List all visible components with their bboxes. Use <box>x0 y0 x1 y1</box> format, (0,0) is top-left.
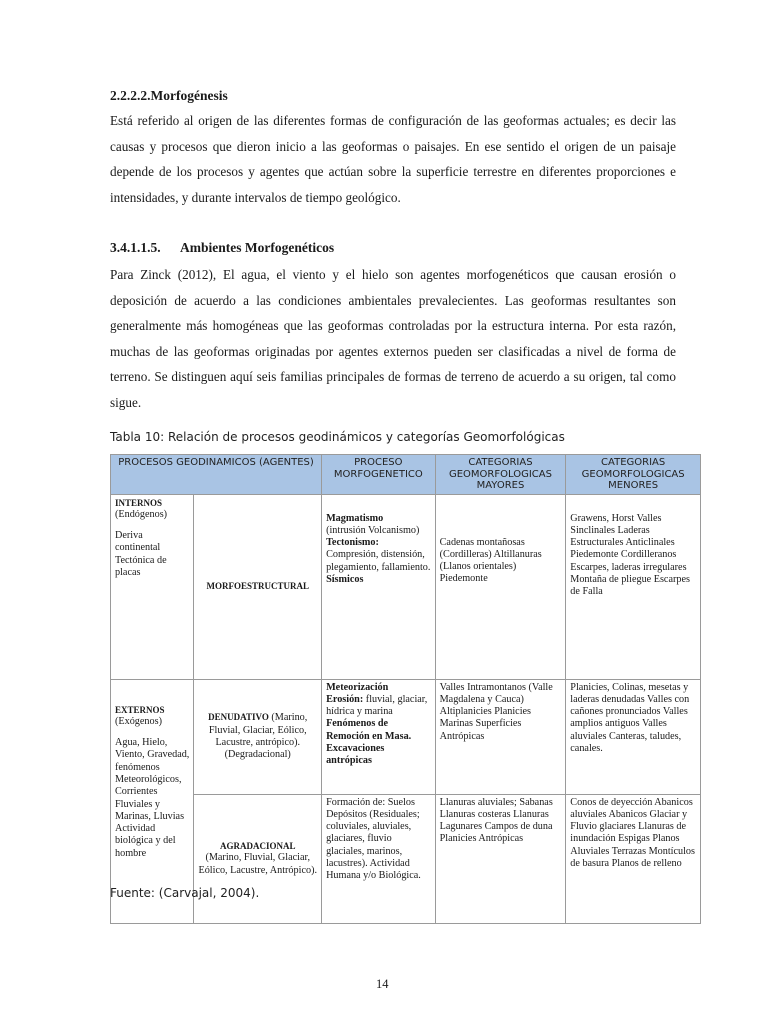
agradacional-detail: (Marino, Fluvial, Glaciar, Eólico, Lacustre, Antrópico). <box>198 852 318 876</box>
paragraph-morfogenesis: Está referido al origen de las diferentes formas de configuración de las geoformas actuales; es decir las causas y procesos que dieron inicio a las geoformas o paisajes. En ese sentido el origen de un paisaje depende de los procesos y agentes que actúan sobre la superficie terrestre en diferentes proporciones e intensidades, y durante intervalos de tiempo geológico. <box>110 113 676 205</box>
section-heading-ambientes <box>110 240 334 256</box>
denudativo-label: DENUDATIVO <box>208 712 269 723</box>
cell-morfoestructural <box>194 494 322 679</box>
header-proceso-morfogenetico: PROCESO MORFOGENETICO <box>322 455 436 495</box>
externos-agents: Agua, Hielo, Viento, Gravedad, fenómenos Meteorológicos, Corrientes Fluviales y Marinas, Lluvias Actividad biológica y del hombre <box>115 737 190 859</box>
table-row <box>111 679 701 794</box>
table-source: Fuente: (Carvajal, 2004). <box>110 886 260 900</box>
header-procesos: PROCESOS GEODINAMICOS (AGENTES) <box>111 455 322 495</box>
cell-agradacional-process: Formación de: Suelos Depósitos (Residuales; coluviales, aluviales, glaciares, fluvio glaciales, marinos, lacustres). Actividad Humana y/o Biológica. <box>322 794 436 923</box>
process-erosion: Erosión: <box>326 693 364 705</box>
section-heading-morfogenesis: 2.2.2.2.Morfogénesis <box>110 88 228 103</box>
process-excavaciones: Excavaciones antrópicas <box>326 742 385 767</box>
internos-agents: Deriva continental Tectónica de placas <box>115 530 167 578</box>
process-sismicos: Sísmicos <box>326 573 364 585</box>
cell-agradacional-menores: Conos de deyección Abanicos aluviales Abanicos Glaciar y Fluvio glaciares Llanuras de inundación Espigas Planos Aluviales Terrazas Montículos de basura Planos de relleno <box>566 794 701 923</box>
heading-number: 3.4.1.1.5. <box>110 240 161 255</box>
process-tectonismo: Tectonismo: <box>326 537 379 549</box>
process-erosion-detail: fluvial, glaciar, hídrica y marina <box>326 693 428 718</box>
externos-sub: (Exógenos) <box>115 715 162 727</box>
cell-denudativo-process <box>322 679 436 794</box>
paragraph-ambientes: Para Zinck (2012), El agua, el viento y el hielo son agentes morfogenéticos que causan erosión o deposición de acuerdo a las condiciones ambientales prevalecientes. Las geoformas resultantes son generalmente más homogéneas que las geoformas controladas por la estructura interna. Por esta razón, muchas de las geoformas originadas por agentes externos pueden ser clasificadas a nivel de forma de terreno. Se distinguen aquí seis familias principales de formas de terreno de acuerdo a su origen, tal como sigue. <box>110 267 676 410</box>
cell-internos-mayores: Cadenas montañosas (Cordilleras) Altillanuras (Llanos orientales) Piedemonte <box>435 494 566 679</box>
denudativo-detail: (Marino, Fluvial, Glaciar, Eólico, Lacustre, antrópico). (Degradacional) <box>208 712 308 761</box>
cell-denudativo-menores: Planicies, Colinas, mesetas y laderas denudadas Valles con cañones pronunciados Valles amplios antiguos Valles aluviales Canteras, taludes, canales. <box>566 679 701 794</box>
cell-denudativo <box>194 679 322 794</box>
cell-internos-process <box>322 494 436 679</box>
internos-sub: (Endógenos) <box>115 508 168 520</box>
cell-denudativo-mayores: Valles Intramontanos (Valle Magdalena y Cauca) Altiplanicies Planicies Marinas Superficies Antrópicas <box>435 679 566 794</box>
cell-agradacional-mayores: Llanuras aluviales; Sabanas Llanuras costeras Llanuras Lagunares Campos de duna Planicies Antrópicas <box>435 794 566 923</box>
process-tectonismo-detail: Compresión, distensión, plegamiento, fallamiento. <box>326 549 431 573</box>
table-header-row <box>111 455 701 495</box>
page-number: 14 <box>376 977 389 991</box>
externos-title: EXTERNOS <box>115 704 165 715</box>
table-row <box>111 794 701 923</box>
cell-internos <box>111 494 194 679</box>
header-categorias-menores: CATEGORIAS GEOMORFOLOGICAS MENORES <box>566 455 701 495</box>
morfoestructural-label: MORFOESTRUCTURAL <box>206 580 309 591</box>
process-meteorizacion: Meteorización <box>326 681 389 693</box>
table-caption: Tabla 10: Relación de procesos geodinámicos y categorías Geomorfológicas <box>110 430 565 444</box>
process-magmatismo-detail: (intrusión Volcanismo) <box>326 524 420 536</box>
internos-title: INTERNOS <box>115 497 163 508</box>
header-categorias-mayores: CATEGORIAS GEOMORFOLOGICAS MAYORES <box>435 455 566 495</box>
heading-title: Ambientes Morfogenéticos <box>180 240 335 255</box>
cell-agradacional <box>194 794 322 923</box>
geomorphology-table <box>110 454 701 924</box>
process-magmatismo: Magmatismo <box>326 512 384 524</box>
table-row <box>111 494 701 679</box>
cell-internos-menores: Grawens, Horst Valles Sinclinales Laderas Estructurales Anticlinales Piedemonte Cordilleranos Escarpes, laderas irregulares Montaña de pliegue Escarpes de Falla <box>566 494 701 679</box>
process-fenomenos: Fenómenos de Remoción en Masa. <box>326 718 412 742</box>
agradacional-label: AGRADACIONAL <box>219 841 296 852</box>
